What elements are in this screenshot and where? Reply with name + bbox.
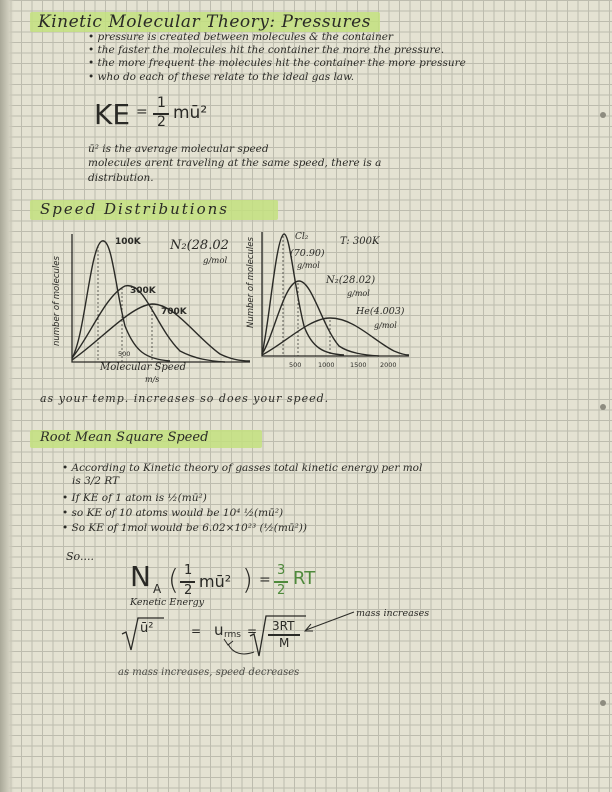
gas-unit: g/mol: [297, 261, 320, 270]
fraction-numerator: 3RT: [272, 619, 295, 633]
section-heading: Speed Distributions: [40, 200, 229, 218]
curve-label: 300K: [130, 286, 156, 296]
arrow-curve: [228, 644, 254, 654]
fraction-denominator: 2: [277, 583, 286, 598]
bullet-item: • So KE of 1mol would be 6.02×10²³ (½(mū²)): [62, 522, 307, 534]
bullet-item: • who do each of these relate to the ideal gas law.: [88, 71, 355, 83]
bullet-continuation: is 3/2 RT: [72, 475, 120, 487]
fraction-numerator: 1: [157, 95, 166, 111]
page-title: Kinetic Molecular Theory: Pressures: [38, 12, 371, 32]
gas-label: Cl₂: [295, 232, 309, 242]
na-symbol: N: [130, 560, 151, 593]
rt-term: RT: [293, 568, 316, 589]
fraction-denominator: 2: [184, 583, 193, 598]
curve-label: 700K: [161, 307, 187, 317]
bullet-item: • According to Kinetic theory of gasses total kinetic energy per mol: [62, 462, 423, 474]
na-subscript: A: [153, 582, 162, 596]
axis-tick-label: 2000: [380, 361, 397, 369]
section-heading: Root Mean Square Speed: [40, 430, 209, 445]
fraction-denominator: M: [279, 636, 290, 650]
bullet-text: the faster the molecules hit the container the more the pressure.: [97, 44, 445, 56]
fraction-numerator: 1: [184, 563, 193, 578]
so-text: So....: [66, 550, 94, 563]
bullet-text: the more frequent the molecules hit the container the more pressure: [97, 57, 466, 69]
left-graph-xlabel: Molecular Speed: [100, 362, 187, 373]
gas-unit: g/mol: [347, 289, 370, 298]
binder-hole: [600, 112, 606, 118]
mass-note: mass increases: [356, 608, 430, 619]
bullet-item: • If KE of 1 atom is ½(mū²): [62, 492, 207, 504]
equals-sign: =: [259, 572, 271, 588]
equals-sign: =: [247, 624, 258, 638]
ke-rest: mū²: [173, 103, 208, 123]
mass-arrow: [300, 606, 360, 636]
paren-close: ): [242, 563, 253, 596]
gas-label: He(4.003): [356, 306, 405, 317]
curve-300k: [72, 286, 225, 362]
note-line: distribution.: [88, 172, 154, 184]
left-graph-axes: [72, 234, 250, 362]
rms-subscript: rms: [224, 630, 241, 640]
bullet-text: who do each of these relate to the ideal gas law.: [97, 71, 355, 83]
arrow-line: [306, 612, 354, 630]
fraction-denominator: 2: [157, 114, 166, 130]
bullet-item: • the faster the molecules hit the container the more the pressure.: [88, 44, 445, 56]
speed-conclusion: as your temp. increases so does your speed.: [40, 392, 330, 405]
ke-symbol: KE: [94, 98, 131, 131]
temperature-label: T: 300K: [340, 236, 380, 247]
u-symbol: u: [214, 621, 224, 639]
bullet-text: so KE of 10 atoms would be 10⁴ ½(mū²): [71, 507, 284, 519]
right-graph-axes: [262, 232, 409, 356]
bullet-text: So KE of 1mol would be 6.02×10²³ (½(mū²)): [71, 522, 307, 534]
note-line: molecules arent traveling at the same speed, there is a: [88, 157, 382, 169]
equals-sign: =: [136, 104, 148, 120]
equals-sign: =: [191, 624, 202, 638]
u-squared: ū²: [140, 621, 154, 636]
paren-open: (: [168, 563, 179, 596]
note-line: ū² is the average molecular speed: [88, 143, 269, 155]
page-edge-shadow: [0, 0, 14, 792]
axis-tick-label: 1000: [318, 361, 335, 369]
right-graph-ylabel: Number of molecules: [246, 237, 256, 328]
curve-100k: [72, 241, 170, 361]
bullet-item: • so KE of 10 atoms would be 10⁴ ½(mū²): [62, 507, 284, 519]
axis-tick-label: 1500: [350, 361, 367, 369]
gas-label: N₂(28.02: [170, 238, 229, 253]
left-graph-xunit: m/s: [145, 375, 160, 384]
binder-hole: [600, 700, 606, 706]
bullet-item: • pressure is created between molecules & the container: [88, 31, 394, 43]
gas-label: N₂(28.02): [326, 275, 376, 286]
bullet-text: pressure is created between molecules & the container: [97, 31, 394, 43]
gas-unit: g/mol: [374, 321, 397, 330]
kinetic-energy-label: Kenetic Energy: [130, 597, 205, 608]
gas-unit: g/mol: [203, 256, 228, 266]
mass-conclusion: as mass increases, speed decreases: [118, 667, 300, 678]
right-speed-distribution-graph: [254, 226, 414, 366]
formula-middle: mū²: [199, 572, 232, 591]
bullet-text: According to Kinetic theory of gasses total kinetic energy per mol: [71, 462, 423, 474]
left-graph-ylabel: number of molecules: [52, 256, 62, 346]
curve-label: 100K: [115, 237, 141, 247]
gas-label: (70.90): [290, 248, 325, 259]
fraction-numerator: 3: [277, 563, 286, 578]
axis-tick-label: 500: [289, 361, 302, 369]
axis-tick-label: 500: [118, 350, 131, 358]
bullet-text: If KE of 1 atom is ½(mū²): [71, 492, 207, 504]
binder-hole: [600, 404, 606, 410]
bullet-item: • the more frequent the molecules hit the container the more pressure: [88, 57, 466, 69]
